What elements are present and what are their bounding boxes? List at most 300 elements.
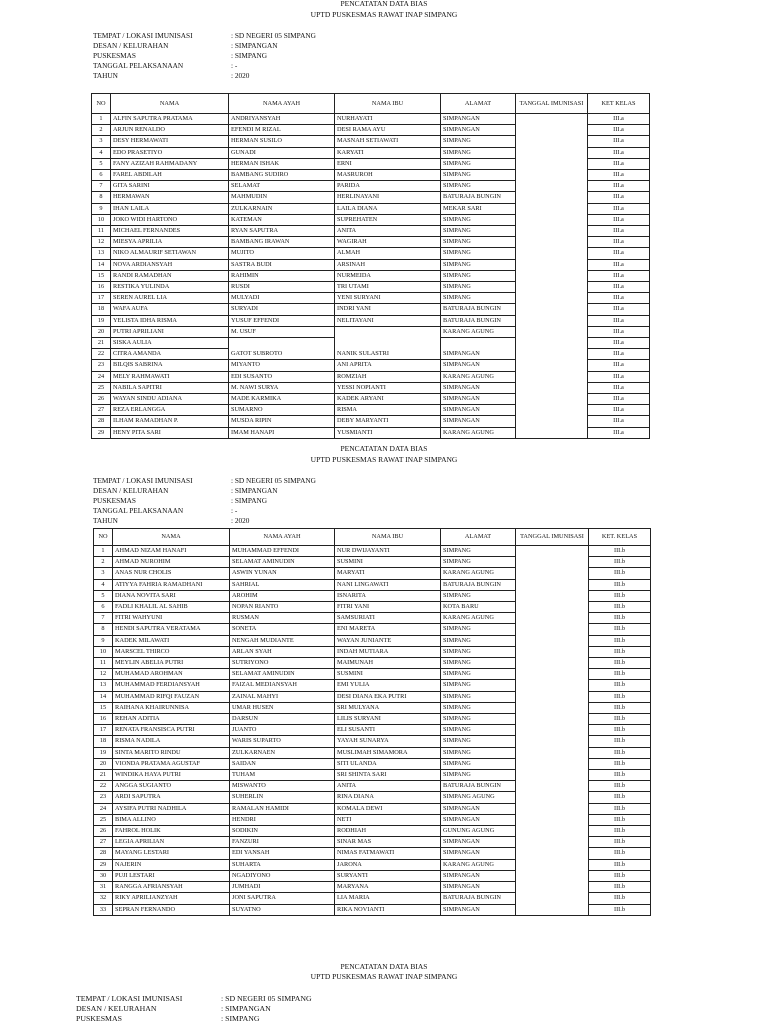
- cell-nama: ANAS NUR CHOLIS: [113, 568, 230, 579]
- cell-no: 17: [94, 725, 113, 736]
- cell-nama-ibu: NIMAS FATMAWATI: [335, 848, 441, 859]
- cell-tanggal-imunisasi: [516, 714, 589, 725]
- cell-nama-ibu: ARSINAH: [335, 259, 441, 270]
- cell-no: 2: [94, 557, 113, 568]
- cell-tanggal-imunisasi: [516, 870, 589, 881]
- cell-nama-ibu: NANIK SULASTRI: [335, 349, 441, 360]
- cell-alamat: SIMPANG: [441, 136, 516, 147]
- cell-nama-ayah: MIYANTO: [229, 360, 335, 371]
- cell-ket-kelas: III.b: [589, 613, 651, 624]
- cell-no: 8: [92, 192, 111, 203]
- table-row: [92, 170, 650, 181]
- cell-nama-ibu: INDAH MUTIARA: [335, 646, 441, 657]
- cell-nama-ayah: EDI SUSANTO: [229, 371, 335, 382]
- cell-ket-kelas: III.b: [589, 725, 651, 736]
- info-label: TEMPAT / LOKASI IMUNISASI: [93, 476, 193, 485]
- cell-nama-ibu: DESI RAMA AYU: [335, 125, 441, 136]
- cell-ket-kelas: III.b: [589, 602, 651, 613]
- cell-no: 7: [92, 181, 111, 192]
- cell-ket-kelas: III.a: [588, 326, 650, 337]
- cell-nama-ibu: SAMSURIATI: [335, 613, 441, 624]
- cell-nama-ibu: ERNI: [335, 158, 441, 169]
- cell-tanggal-imunisasi: [516, 904, 589, 915]
- cell-nama-ibu: SINAR MAS: [335, 837, 441, 848]
- cell-ket-kelas: III.b: [589, 714, 651, 725]
- cell-nama-ibu: ANITA: [335, 781, 441, 792]
- cell-no: 20: [94, 758, 113, 769]
- cell-nama: RESTIKA YULINDA: [111, 282, 229, 293]
- doc-subtitle: UPTD PUSKESMAS RAWAT INAP SIMPANG: [310, 972, 458, 981]
- cell-nama-ayah: ZAINAL MAHYI: [230, 691, 335, 702]
- cell-nama-ibu: MARYATI: [335, 568, 441, 579]
- cell-ket-kelas: III.b: [589, 882, 651, 893]
- info-row: [93, 61, 316, 71]
- cell-no: 4: [94, 579, 113, 590]
- cell-no: 19: [92, 315, 111, 326]
- table-row: [92, 158, 650, 169]
- cell-alamat: [441, 338, 516, 349]
- immunization-table: [93, 528, 651, 916]
- column-header-alamat: ALAMAT: [441, 529, 516, 546]
- info-row: [76, 1014, 312, 1024]
- cell-nama: MUHAMMAD RIFQI FAUZAN: [113, 691, 230, 702]
- table-row: [92, 136, 650, 147]
- cell-alamat: SIMPANGAN: [441, 837, 516, 848]
- table-row: [92, 226, 650, 237]
- table-row: [92, 349, 650, 360]
- info-value: : SD NEGERI 05 SIMPANG: [231, 476, 316, 485]
- cell-nama-ibu: RIKA NOVIANTI: [335, 904, 441, 915]
- cell-ket-kelas: III.b: [589, 702, 651, 713]
- cell-alamat: SIMPANG: [441, 770, 516, 781]
- cell-no: 10: [94, 646, 113, 657]
- cell-alamat: SIMPANGAN: [441, 416, 516, 427]
- cell-nama-ibu: KADEK ARYANI: [335, 394, 441, 405]
- cell-tanggal-imunisasi: [516, 770, 589, 781]
- cell-nama: ARDI SAPUTRA: [113, 792, 230, 803]
- info-label: PUSKESMAS: [93, 51, 136, 60]
- cell-ket-kelas: III.a: [588, 315, 650, 326]
- cell-nama-ayah: KATEMAN: [229, 214, 335, 225]
- cell-tanggal-imunisasi: [516, 416, 588, 427]
- cell-nama-ayah: SELAMAT AMINUDIN: [230, 557, 335, 568]
- cell-no: 13: [94, 680, 113, 691]
- cell-alamat: SIMPANG: [441, 248, 516, 259]
- cell-nama-ibu: SURYANTI: [335, 870, 441, 881]
- cell-nama-ayah: BAMBANG SUDIRO: [229, 170, 335, 181]
- cell-tanggal-imunisasi: [516, 170, 588, 181]
- table-row: [92, 326, 650, 337]
- cell-nama-ibu: ROMZIAH: [335, 371, 441, 382]
- cell-ket-kelas: III.b: [589, 758, 651, 769]
- cell-no: 5: [92, 158, 111, 169]
- cell-tanggal-imunisasi: [516, 568, 589, 579]
- cell-alamat: BATURAJA BUNGIN: [441, 893, 516, 904]
- cell-no: 23: [92, 360, 111, 371]
- cell-ket-kelas: III.b: [589, 736, 651, 747]
- cell-alamat: SIMPANGAN: [441, 125, 516, 136]
- cell-no: 22: [94, 781, 113, 792]
- table-row: [92, 192, 650, 203]
- cell-tanggal-imunisasi: [516, 848, 589, 859]
- cell-ket-kelas: III.a: [588, 371, 650, 382]
- table-row: [92, 248, 650, 259]
- cell-no: 1: [94, 546, 113, 557]
- cell-nama: NABILA SAPITRI: [111, 382, 229, 393]
- cell-no: 3: [94, 568, 113, 579]
- table-row: [94, 658, 651, 669]
- cell-tanggal-imunisasi: [516, 125, 588, 136]
- cell-nama-ibu: NUR DWIJAYANTI: [335, 546, 441, 557]
- cell-ket-kelas: III.a: [588, 203, 650, 214]
- table-row: [94, 590, 651, 601]
- info-row: [76, 994, 312, 1004]
- cell-no: 23: [94, 792, 113, 803]
- cell-tanggal-imunisasi: [516, 315, 588, 326]
- cell-alamat: SIMPANG: [441, 270, 516, 281]
- cell-no: 15: [94, 702, 113, 713]
- cell-ket-kelas: III.a: [588, 282, 650, 293]
- table-row: [94, 837, 651, 848]
- cell-ket-kelas: III.b: [589, 691, 651, 702]
- cell-nama: MIESYA APRILIA: [111, 237, 229, 248]
- table-row: [94, 747, 651, 758]
- cell-alamat: SIMPANG: [441, 237, 516, 248]
- cell-nama-ibu: SRI SHINTA SARI: [335, 770, 441, 781]
- table-row: [94, 725, 651, 736]
- cell-nama: KADEK MILAWATI: [113, 635, 230, 646]
- table-row: [92, 181, 650, 192]
- cell-nama: MAYANG LESTARI: [113, 848, 230, 859]
- cell-tanggal-imunisasi: [516, 181, 588, 192]
- table-row: [92, 371, 650, 382]
- cell-nama-ayah: SODIKIN: [230, 826, 335, 837]
- cell-nama-ayah: GATOT SUBROTO: [229, 349, 335, 360]
- cell-nama-ayah: RUSDI: [229, 282, 335, 293]
- cell-no: 33: [94, 904, 113, 915]
- table-row: [94, 803, 651, 814]
- cell-nama-ayah: SELAMAT AMINUDIN: [230, 669, 335, 680]
- cell-tanggal-imunisasi: [516, 590, 589, 601]
- cell-alamat: SIMPANGAN: [441, 349, 516, 360]
- cell-nama-ayah: AROHIM: [230, 590, 335, 601]
- cell-nama: NAJERIN: [113, 859, 230, 870]
- cell-nama-ayah: TUHAM: [230, 770, 335, 781]
- cell-nama-ibu: RISMA: [335, 405, 441, 416]
- cell-nama: PUTRI APRILIANI: [111, 326, 229, 337]
- cell-alamat: SIMPANG: [441, 214, 516, 225]
- cell-nama: FADLI KHALIL AL SAHIB: [113, 602, 230, 613]
- cell-no: 21: [92, 338, 111, 349]
- cell-nama: FITRI WAHYUNI: [113, 613, 230, 624]
- cell-ket-kelas: III.a: [588, 181, 650, 192]
- cell-nama-ibu: WAYAN JUNIANTE: [335, 635, 441, 646]
- cell-nama-ibu: NANI LINGAWATI: [335, 579, 441, 590]
- cell-nama: EDO PRASETIYO: [111, 147, 229, 158]
- cell-ket-kelas: III.b: [589, 848, 651, 859]
- cell-nama-ibu: [335, 326, 441, 337]
- cell-ket-kelas: III.b: [589, 814, 651, 825]
- table-row: [94, 635, 651, 646]
- cell-ket-kelas: III.a: [588, 270, 650, 281]
- cell-no: 17: [92, 293, 111, 304]
- cell-tanggal-imunisasi: [516, 270, 588, 281]
- cell-nama-ibu: RINA DIANA: [335, 792, 441, 803]
- cell-nama-ayah: SUHERLIN: [230, 792, 335, 803]
- cell-nama: AYSIFA PUTRI NADHILA: [113, 803, 230, 814]
- cell-tanggal-imunisasi: [516, 214, 588, 225]
- info-block: [93, 31, 316, 81]
- info-value: : SD NEGERI 05 SIMPANG: [231, 31, 316, 40]
- table-row: [94, 624, 651, 635]
- column-header-ket-kelas: KET. KELAS: [589, 529, 651, 546]
- cell-ket-kelas: III.a: [588, 405, 650, 416]
- info-label: TANGGAL PELAKSANAAN: [93, 61, 184, 70]
- cell-tanggal-imunisasi: [516, 557, 589, 568]
- cell-alamat: SIMPANG: [441, 702, 516, 713]
- cell-nama-ayah: MUHAMMAD EFFENDI: [230, 546, 335, 557]
- info-row: [76, 1004, 312, 1014]
- table-header-row: [92, 94, 650, 114]
- table-row: [94, 826, 651, 837]
- cell-nama-ayah: IMAM HANAPI: [229, 427, 335, 438]
- cell-nama: REHAN ADITIA: [113, 714, 230, 725]
- table-row: [92, 270, 650, 281]
- cell-alamat: SIMPANG AGUNG: [441, 792, 516, 803]
- cell-tanggal-imunisasi: [516, 624, 589, 635]
- cell-nama-ibu: ENI MARETA: [335, 624, 441, 635]
- cell-no: 10: [92, 214, 111, 225]
- cell-nama-ayah: MULYADI: [229, 293, 335, 304]
- cell-ket-kelas: III.b: [589, 770, 651, 781]
- cell-nama-ayah: SUYATNO: [230, 904, 335, 915]
- cell-alamat: KARANG AGUNG: [441, 427, 516, 438]
- cell-alamat: SIMPANG: [441, 747, 516, 758]
- cell-no: 29: [92, 427, 111, 438]
- table-row: [94, 646, 651, 657]
- info-value: : SIMPANG: [231, 51, 268, 60]
- info-block: [93, 476, 316, 526]
- cell-nama-ibu: DESI DIANA EKA PUTRI: [335, 691, 441, 702]
- column-header-tanggal-imunisasi: TANGGAL IMUNISASI: [516, 94, 588, 114]
- cell-ket-kelas: III.b: [589, 792, 651, 803]
- cell-no: 21: [94, 770, 113, 781]
- cell-no: 19: [94, 747, 113, 758]
- cell-no: 29: [94, 859, 113, 870]
- cell-nama-ayah: HERMAN ISHAK: [229, 158, 335, 169]
- cell-no: 25: [92, 382, 111, 393]
- cell-no: 28: [92, 416, 111, 427]
- table-row: [94, 613, 651, 624]
- info-value: : SIMPANGAN: [231, 486, 278, 495]
- cell-no: 8: [94, 624, 113, 635]
- cell-alamat: KARANG AGUNG: [441, 326, 516, 337]
- cell-no: 22: [92, 349, 111, 360]
- cell-nama-ayah: SELAMAT: [229, 181, 335, 192]
- info-row: [93, 486, 316, 496]
- cell-alamat: SIMPANG: [441, 691, 516, 702]
- cell-ket-kelas: III.a: [588, 416, 650, 427]
- cell-no: 16: [94, 714, 113, 725]
- cell-alamat: SIMPANG: [441, 557, 516, 568]
- cell-no: 27: [92, 405, 111, 416]
- cell-alamat: SIMPANGAN: [441, 870, 516, 881]
- cell-nama: PUJI LESTARI: [113, 870, 230, 881]
- cell-nama-ayah: NGADIYONO: [230, 870, 335, 881]
- info-row: [93, 496, 316, 506]
- cell-nama-ayah: ZULKARNAEN: [230, 747, 335, 758]
- cell-alamat: KARANG AGUNG: [441, 568, 516, 579]
- cell-alamat: SIMPANG: [441, 714, 516, 725]
- cell-nama: RIKY APRILIANZYAH: [113, 893, 230, 904]
- cell-nama-ayah: M. USUF: [229, 326, 335, 337]
- table-row: [92, 147, 650, 158]
- cell-alamat: KARANG AGUNG: [441, 371, 516, 382]
- info-row: [93, 71, 316, 81]
- cell-nama: RENATA FRANSISCA PUTRI: [113, 725, 230, 736]
- cell-nama-ibu: FITRI YANI: [335, 602, 441, 613]
- cell-nama-ayah: ASWIN YUNAN: [230, 568, 335, 579]
- cell-alamat: SIMPANGAN: [441, 382, 516, 393]
- cell-alamat: SIMPANG: [441, 226, 516, 237]
- cell-ket-kelas: III.a: [588, 237, 650, 248]
- cell-ket-kelas: III.b: [589, 568, 651, 579]
- column-header-nama-ayah: NAMA AYAH: [229, 94, 335, 114]
- cell-alamat: SIMPANG: [441, 293, 516, 304]
- cell-nama: LEGIA APRILIAN: [113, 837, 230, 848]
- table-row: [92, 259, 650, 270]
- cell-alamat: BATURAJA BUNGIN: [441, 781, 516, 792]
- table-row: [94, 680, 651, 691]
- cell-ket-kelas: III.a: [588, 427, 650, 438]
- cell-tanggal-imunisasi: [516, 803, 589, 814]
- cell-no: 11: [92, 226, 111, 237]
- cell-no: 32: [94, 893, 113, 904]
- cell-ket-kelas: III.a: [588, 248, 650, 259]
- cell-ket-kelas: III.b: [589, 658, 651, 669]
- table-row: [94, 714, 651, 725]
- info-value: : -: [231, 61, 238, 70]
- cell-nama: ALFIN SAPUTRA PRATAMA: [111, 114, 229, 125]
- table-row: [92, 338, 650, 349]
- cell-ket-kelas: III.b: [589, 646, 651, 657]
- info-label: DESAN / KELURAHAN: [93, 486, 169, 495]
- doc-subtitle: UPTD PUSKESMAS RAWAT INAP SIMPANG: [310, 10, 458, 19]
- cell-ket-kelas: III.a: [588, 304, 650, 315]
- cell-nama-ibu: SUSMINI: [335, 669, 441, 680]
- column-header-nama: NAMA: [111, 94, 229, 114]
- table-row: [92, 360, 650, 371]
- cell-nama-ibu: RODHIAH: [335, 826, 441, 837]
- table-row: [92, 214, 650, 225]
- cell-alamat: SIMPANGAN: [441, 114, 516, 125]
- cell-nama-ayah: NOPAN RIANTO: [230, 602, 335, 613]
- cell-no: 6: [92, 170, 111, 181]
- cell-tanggal-imunisasi: [516, 259, 588, 270]
- cell-tanggal-imunisasi: [516, 669, 589, 680]
- cell-alamat: SIMPANGAN: [441, 405, 516, 416]
- cell-alamat: SIMPANG: [441, 546, 516, 557]
- cell-no: 3: [92, 136, 111, 147]
- cell-nama: HENDI SAPUTRA VERATAMA: [113, 624, 230, 635]
- cell-no: 12: [92, 237, 111, 248]
- info-label: TEMPAT / LOKASI IMUNISASI: [93, 31, 193, 40]
- table-row: [94, 557, 651, 568]
- table-row: [92, 304, 650, 315]
- cell-alamat: BATURAJA BUNGIN: [441, 192, 516, 203]
- cell-nama-ibu: NELITAYANI: [335, 315, 441, 326]
- info-row: [93, 476, 316, 486]
- cell-tanggal-imunisasi: [516, 248, 588, 259]
- cell-no: 26: [94, 826, 113, 837]
- table-row: [94, 770, 651, 781]
- cell-ket-kelas: III.a: [588, 192, 650, 203]
- cell-no: 24: [94, 803, 113, 814]
- cell-tanggal-imunisasi: [516, 192, 588, 203]
- cell-tanggal-imunisasi: [516, 736, 589, 747]
- cell-nama-ayah: SAHRIAL: [230, 579, 335, 590]
- cell-nama-ibu: HERLINAYANI: [335, 192, 441, 203]
- doc-subtitle: UPTD PUSKESMAS RAWAT INAP SIMPANG: [310, 455, 458, 464]
- table-row: [94, 669, 651, 680]
- cell-nama: NIKO ALMAURIF SETIAWAN: [111, 248, 229, 259]
- cell-no: 14: [94, 691, 113, 702]
- cell-nama-ayah: JONI SAPUTRA: [230, 893, 335, 904]
- column-header-tanggal-imunisasi: TANGGAL IMUNISASI: [516, 529, 589, 546]
- doc-title: PENCATATAN DATA BIAS: [340, 962, 428, 971]
- cell-nama-ayah: FANZURI: [230, 837, 335, 848]
- cell-nama-ayah: BAMBANG IRAWAN: [229, 237, 335, 248]
- cell-ket-kelas: III.b: [589, 635, 651, 646]
- cell-nama: JOKO WIDI HARTONO: [111, 214, 229, 225]
- info-label: TAHUN: [93, 71, 118, 80]
- cell-nama: IHAN LAILA: [111, 203, 229, 214]
- cell-no: 7: [94, 613, 113, 624]
- cell-alamat: SIMPANG: [441, 624, 516, 635]
- cell-tanggal-imunisasi: [516, 349, 588, 360]
- cell-tanggal-imunisasi: [516, 758, 589, 769]
- cell-nama: NOVA ARDIANSYAH: [111, 259, 229, 270]
- doc-title: PENCATATAN DATA BIAS: [340, 444, 428, 453]
- cell-ket-kelas: III.b: [589, 669, 651, 680]
- cell-nama: MUHAMMAD FERDIANSYAH: [113, 680, 230, 691]
- info-label: PUSKESMAS: [93, 496, 136, 505]
- cell-nama-ibu: MARYANA: [335, 882, 441, 893]
- info-value: : SIMPANG: [221, 1014, 260, 1023]
- cell-alamat: SIMPANGAN: [441, 803, 516, 814]
- cell-nama-ibu: JARONA: [335, 859, 441, 870]
- cell-nama-ayah: SUMARNO: [229, 405, 335, 416]
- cell-nama: FAHROL HOLIK: [113, 826, 230, 837]
- cell-nama: RAIHANA KHAIRUNNISA: [113, 702, 230, 713]
- cell-ket-kelas: III.a: [588, 136, 650, 147]
- cell-tanggal-imunisasi: [516, 293, 588, 304]
- cell-nama-ayah: SUHARTA: [230, 859, 335, 870]
- cell-tanggal-imunisasi: [516, 136, 588, 147]
- cell-nama: CITRA AMANDA: [111, 349, 229, 360]
- cell-nama-ibu: SUSMINI: [335, 557, 441, 568]
- cell-tanggal-imunisasi: [516, 338, 588, 349]
- cell-tanggal-imunisasi: [516, 635, 589, 646]
- cell-nama: ANGGA SUGIANTO: [113, 781, 230, 792]
- table-header-row: [94, 529, 651, 546]
- table-row: [94, 602, 651, 613]
- table-row: [94, 893, 651, 904]
- cell-nama: AHMAD NUROHIM: [113, 557, 230, 568]
- cell-no: 6: [94, 602, 113, 613]
- cell-nama-ayah: EFENDI M RIZAL: [229, 125, 335, 136]
- column-header-ket-kelas: KET KELAS: [588, 94, 650, 114]
